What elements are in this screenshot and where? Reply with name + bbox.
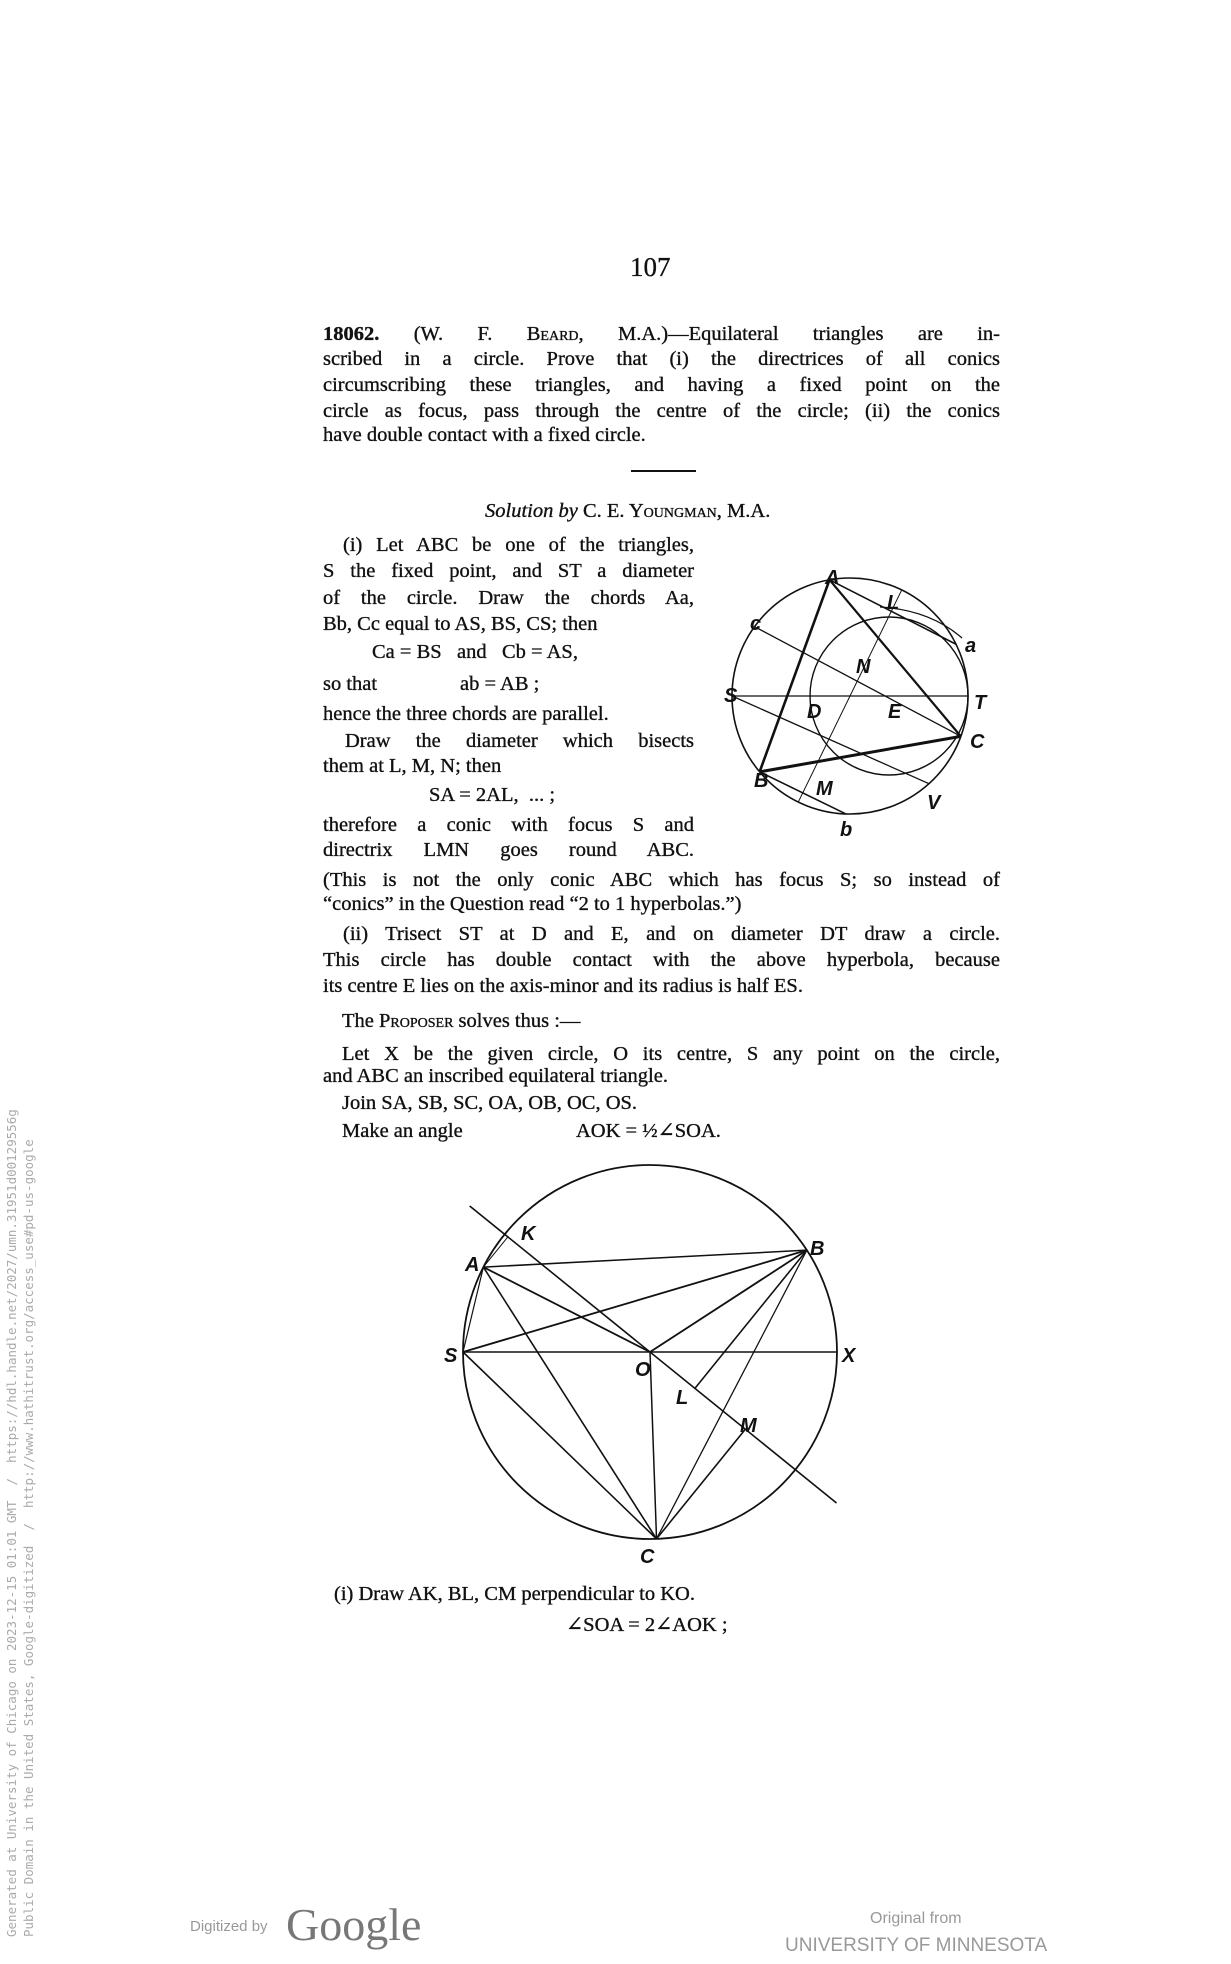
label-b: b: [840, 819, 853, 841]
equation: ab = AB ;: [460, 673, 540, 695]
label-M: M: [740, 1415, 757, 1437]
text-line: them at L, M, N; then: [323, 755, 502, 777]
page-number: 107: [630, 252, 671, 282]
text-line: Make an angle: [342, 1120, 463, 1142]
figure-2-labels: [444, 1223, 857, 1568]
text-line: directrix LMN goes round ABC.: [323, 839, 694, 861]
text-line: therefore a conic with focus S and: [323, 814, 694, 836]
label-O: O: [635, 1359, 651, 1381]
radius-OB: [650, 1250, 807, 1352]
hathitrust-watermark: [3, 977, 37, 1937]
text-line: Let X be the given circle, O its centre, S any point on the circle,: [342, 1043, 1000, 1065]
chord-SA: [463, 1267, 483, 1352]
solution-author: C. E. Youngman, M.A.: [582, 500, 771, 522]
problem-line: have double contact with a fixed circle.: [323, 424, 646, 446]
author-suffix: , M.A.): [578, 323, 669, 345]
perpendicular-CM: [657, 1429, 746, 1539]
author-prefix: (W. F.: [413, 323, 527, 345]
label-a: a: [965, 635, 977, 657]
label-N: N: [856, 656, 871, 678]
chord-SC: [463, 1352, 657, 1539]
label-D: D: [807, 701, 822, 723]
solution-by-label: Solution by: [485, 500, 578, 522]
equation: AOK = ½∠SOA.: [576, 1120, 721, 1142]
label-L: L: [676, 1387, 689, 1409]
label-B: B: [810, 1238, 825, 1260]
problem-line: circle as focus, pass through the centre of the circle; (ii) the conics: [323, 400, 1000, 422]
text-line: and ABC an inscribed equilateral triangle.: [323, 1065, 668, 1087]
problem-line: scribed in a circle. Prove that (i) the directrices of all conics: [323, 348, 1000, 370]
equation: SA = 2AL, ... ;: [429, 784, 556, 806]
google-logo: Google: [286, 1899, 422, 1950]
digitized-by-label: Digitized by: [190, 1918, 268, 1935]
label-A: A: [825, 567, 840, 589]
watermark-line: Public Domain in the United States, Google-digitized / http://www.hathitrust.org/access_use#pd-us-google: [21, 1139, 36, 1937]
label-X: X: [842, 1345, 856, 1367]
label-C: C: [970, 731, 985, 753]
watermark-line: Generated at University of Chicago on 2023-12-15 01:01 GMT / https://hdl.handle.net/2027/umn.31951d00129556g: [4, 1109, 19, 1937]
university-label: UNIVERSITY OF MINNESOTA: [785, 1935, 1048, 1956]
text-line: hence the three chords are parallel.: [323, 703, 609, 725]
chord-AC: [483, 1267, 656, 1539]
perpendicular-AK: [483, 1237, 507, 1267]
label-S: S: [444, 1345, 458, 1367]
original-from-label: Original from: [870, 1910, 962, 1927]
label-E: E: [888, 701, 902, 723]
label-C: C: [640, 1546, 655, 1568]
intro-text: The: [342, 1010, 379, 1032]
text-line: Ca = BS and Cb = AS,: [372, 641, 578, 663]
problem-author: Beard: [526, 323, 579, 345]
label-B: B: [754, 770, 769, 792]
intro-text: solves thus :—: [453, 1010, 581, 1032]
text-line: (i) Let ABC be one of the triangles,: [343, 534, 694, 556]
side-BC: [760, 736, 961, 771]
label-L: L: [887, 592, 900, 614]
perpendicular-BL: [695, 1250, 807, 1388]
label-S: S: [724, 685, 738, 707]
text-line: Draw the diameter which bisects: [345, 730, 694, 752]
text-line: (ii) Trisect ST at D and E, and on diameter DT draw a circle.: [343, 923, 1000, 945]
label-V: V: [927, 792, 941, 814]
label-A: A: [465, 1254, 480, 1276]
label-M: M: [816, 778, 833, 800]
text-line: (This is not the only conic ABC which has focus S; so instead of: [323, 869, 1000, 891]
text-line: of the circle. Draw the chords Aa,: [323, 587, 694, 609]
text-line: Bb, Cc equal to AS, BS, CS; then: [323, 613, 598, 635]
text-line: This circle has double contact with the above hyperbola, because: [323, 949, 1000, 971]
text-line: Join SA, SB, SC, OA, OB, OC, OS.: [342, 1092, 638, 1114]
figure-2-diagram: [463, 1165, 837, 1539]
text-line: its centre E lies on the axis-minor and its radius is half ES.: [323, 975, 803, 997]
text-line: S the fixed point, and ST a diameter: [323, 560, 694, 582]
problem-number: 18062.: [323, 323, 380, 345]
label-K: K: [521, 1223, 536, 1245]
caption-line: (i) Draw AK, BL, CM perpendicular to KO.: [334, 1583, 695, 1605]
proposer-label: Proposer: [379, 1010, 454, 1032]
problem-text: —Equilateral triangles are in-: [668, 323, 1001, 345]
problem-line: circumscribing these triangles, and having a fixed point on the: [323, 374, 1000, 396]
text-line: “conics” in the Question read “2 to 1 hyperbolas.”): [323, 893, 742, 915]
label-c: c: [750, 613, 762, 635]
figure-1-labels: [724, 567, 988, 841]
label-T: T: [974, 692, 987, 714]
caption-equation: ∠SOA = 2∠AOK ;: [566, 1614, 728, 1636]
radius-OC: [650, 1352, 657, 1539]
text-line: so that: [323, 673, 378, 695]
